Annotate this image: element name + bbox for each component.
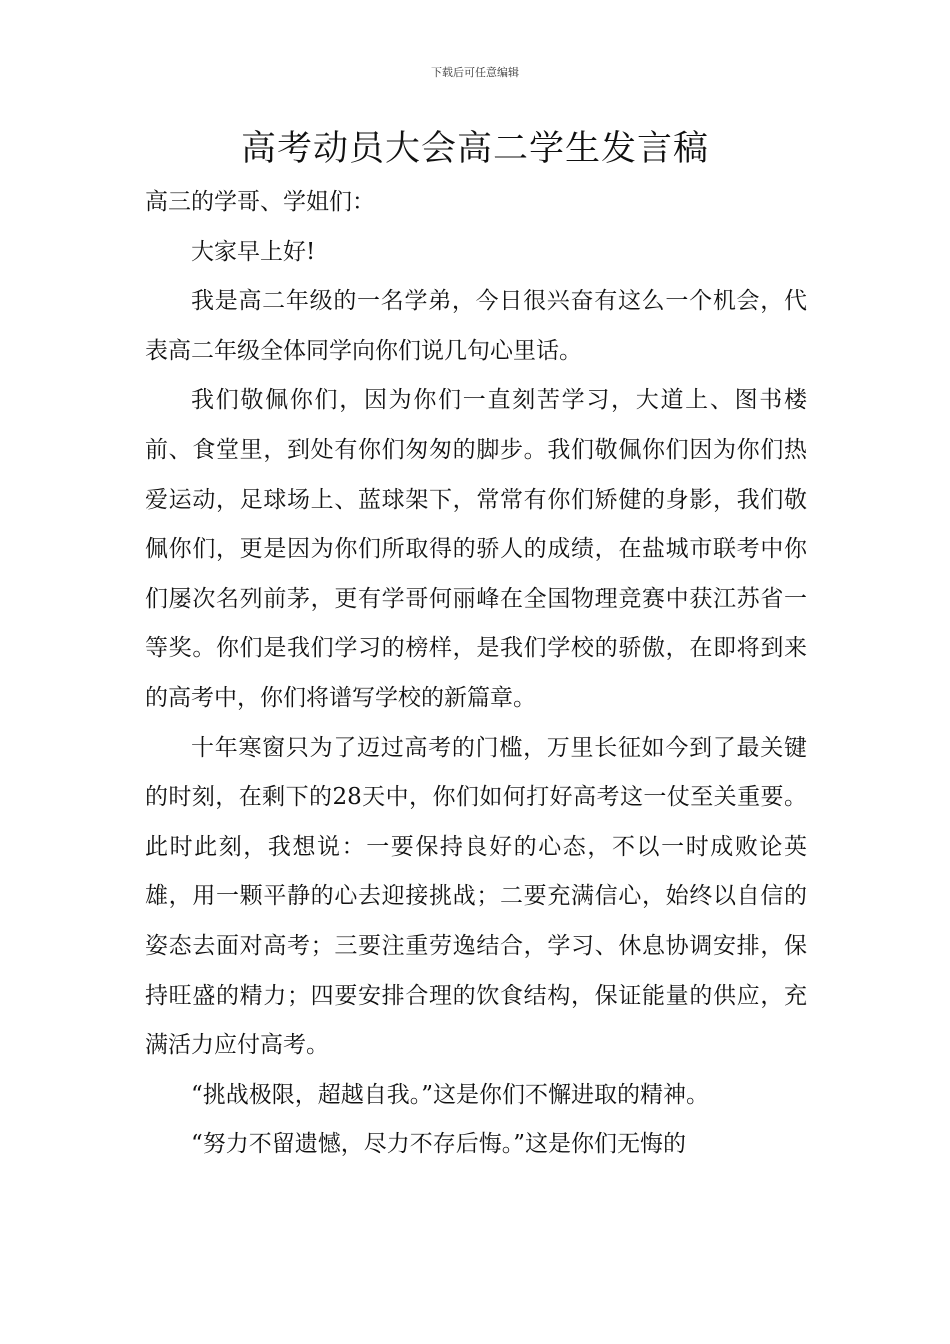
page-header-note: 下载后可任意编辑: [431, 66, 519, 79]
paragraph-admiration: 我们敬佩你们，因为你们一直刻苦学习，大道上、图书楼前、食堂里，到处有你们匆匆的脚步。我们敬佩你们因为你们热爱运动，足球场上、蓝球架下，常常有你们矫健的身影，我们敬佩你们，更是因为你们所取得的骄人的成绩，在盐城市联考中你们屡次名列前茅，更有学哥何丽峰在全国物理竞赛中获江苏省一等奖。你们是我们学习的榜样，是我们学校的骄傲，在即将到来的高考中，你们将谱写学校的新篇章。: [145, 387, 807, 711]
document-title: 高考动员大会高二学生发言稿: [240, 129, 709, 169]
paragraph-quote-1: “挑战极限，超越自我。”这是你们不懈进取的精神。: [191, 1081, 710, 1108]
document-body: [145, 178, 807, 1170]
paragraph-advice: 十年寒窗只为了迈过高考的门槛，万里长征如今到了最关键的时刻，在剩下的28天中，你们如何打好高考这一仗至关重要。此时此刻，我想说：一要保持良好的心态，不以一时成败论英雄，用一颗平静的心去迎接挑战；二要充满信心，始终以自信的姿态去面对高考；三要注重劳逸结合，学习、休息协调安排，保持旺盛的精力；四要安排合理的饮食结构，保证能量的供应，充满活力应付高考。: [145, 734, 807, 1059]
paragraph-quote-2: “努力不留遗憾，尽力不存后悔。”这是你们无悔的: [191, 1131, 687, 1158]
salutation: 高三的学哥、学姐们：: [145, 189, 375, 215]
paragraph-intro: 我是高二年级的一名学弟，今日很兴奋有这么一个机会，代表高二年级全体同学向你们说几句心里话。: [145, 288, 807, 364]
paragraph-greeting: 大家早上好!: [191, 238, 316, 265]
